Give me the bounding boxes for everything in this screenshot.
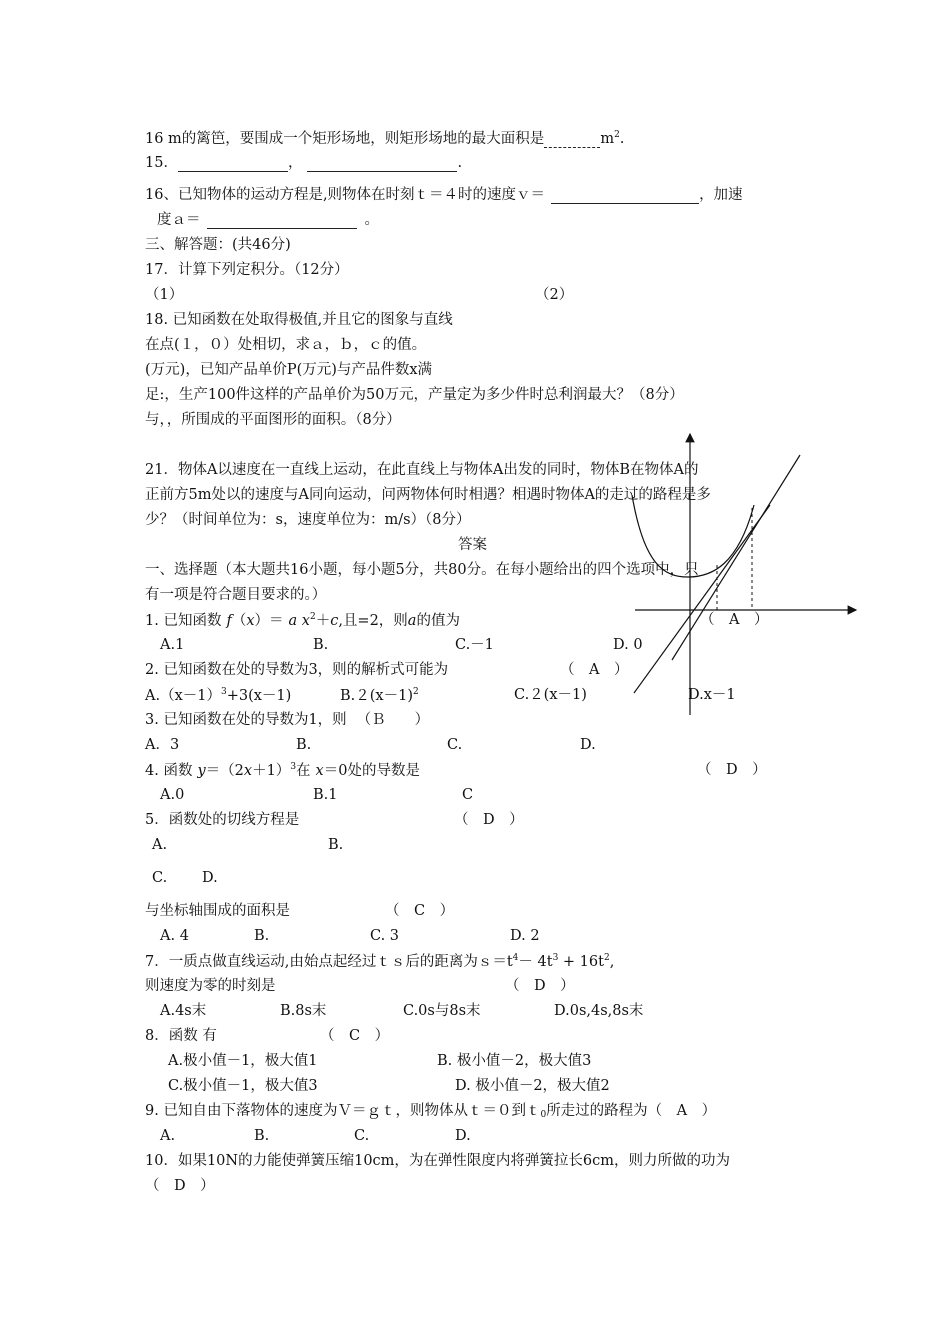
q2-option-b-exponent: 2 bbox=[412, 687, 419, 697]
q4-answer: （ D ） bbox=[697, 762, 767, 778]
q4-text: ＋1） bbox=[252, 763, 291, 779]
q7-option-c: C.0s与8s末 bbox=[403, 1003, 481, 1019]
q7-text: , bbox=[609, 954, 615, 970]
q1-var-x: x bbox=[246, 613, 255, 629]
question-19: (万元)，已知产品单价P(万元)与产品件数x满 bbox=[145, 362, 433, 378]
q9-option-a: A. bbox=[160, 1128, 176, 1144]
q3-option-d: D. bbox=[580, 737, 596, 753]
q1-var-a: a bbox=[407, 613, 417, 629]
q4-text: ＝（2 bbox=[205, 763, 244, 779]
q5-option-b: B. bbox=[328, 837, 344, 853]
q7-cont: 则速度为零的时刻是 bbox=[145, 978, 276, 994]
question-21: 21．物体A以速度在一直线上运动，在此直线上与物体A出发的同时，物体B在物体A的 bbox=[145, 462, 699, 478]
q2-answer: （ A ） bbox=[560, 662, 629, 678]
q1-var-ax: a x bbox=[288, 613, 310, 629]
tangent-line-steep bbox=[672, 455, 800, 660]
q9 bbox=[145, 1103, 716, 1121]
q1-var-c: c bbox=[330, 613, 339, 629]
q10: 10．如果10N的力能使弹簧压缩10cm，为在弹性限度内将弹簧拉长6cm，则力所做的功为 bbox=[145, 1153, 731, 1169]
q9-subscript: 0 bbox=[540, 1110, 547, 1120]
q7-text: 7．一质点做直线运动,由始点起经过ｔｓ后的距离为ｓ＝t bbox=[145, 954, 513, 970]
q4-option-a: A.0 bbox=[160, 787, 185, 803]
q1-option-a: A.1 bbox=[160, 637, 185, 653]
parabola-curve bbox=[632, 495, 754, 577]
q4-option-b: B.1 bbox=[313, 787, 338, 803]
q1-option-b: B. bbox=[313, 637, 329, 653]
q1-text: ,且=2，则 bbox=[338, 613, 408, 629]
q2-option-b bbox=[340, 687, 419, 705]
q8-option-b: B. 极小值－2，极大值3 bbox=[437, 1053, 592, 1069]
q1-text: 的值为 bbox=[416, 613, 460, 629]
line-text: ，加速 bbox=[699, 187, 743, 203]
q3-text: 3. 已知函数在处的导数为1，则 bbox=[145, 712, 347, 728]
line-16-fence bbox=[145, 130, 624, 148]
line-end: . bbox=[457, 155, 463, 171]
line-16-motion bbox=[145, 187, 743, 204]
question-number: 15． bbox=[145, 155, 178, 171]
question-21-cont2: 少？（时间单位为：s，速度单位为：m/s）（8分） bbox=[145, 512, 471, 528]
answer-blank bbox=[178, 157, 288, 172]
q1-exponent: 2 bbox=[309, 612, 316, 622]
q7-exponent: 3 bbox=[552, 953, 559, 963]
q1-text: 1. 已知函数 bbox=[145, 613, 222, 629]
q4-var-x: x bbox=[243, 763, 253, 779]
q2: 2. 已知函数在处的导数为3，则的解析式可能为 bbox=[145, 662, 449, 678]
q8-option-d: D. 极小值－2，极大值2 bbox=[455, 1078, 610, 1094]
q1-option-d: D. 0 bbox=[613, 637, 643, 653]
q5-option-c: C. bbox=[152, 870, 168, 886]
question-18: 18. 已知函数在处取得极值,并且它的图象与直线 bbox=[145, 312, 453, 328]
q5-option-d: D. bbox=[202, 870, 218, 886]
question-17: 17．计算下列定积分。（12分） bbox=[145, 262, 349, 278]
q6-option-b: B. bbox=[254, 928, 270, 944]
q9-option-d: D. bbox=[455, 1128, 471, 1144]
line-end: 。 bbox=[364, 212, 379, 228]
q2-option-d: D.x－1 bbox=[688, 687, 736, 703]
separator: ， bbox=[287, 155, 303, 171]
q7-option-d: D.0s,4s,8s末 bbox=[554, 1003, 644, 1019]
unit: m bbox=[600, 131, 615, 147]
unit-exponent: 2 bbox=[614, 130, 620, 140]
answer-blank bbox=[207, 214, 357, 229]
q6-option-d: D. 2 bbox=[510, 928, 540, 944]
q8: 8．函数 有 bbox=[145, 1028, 217, 1044]
q8-option-c: C.极小值－1，极大值3 bbox=[168, 1078, 318, 1094]
q4-text: 4. 函数 bbox=[145, 763, 193, 779]
section-choice: 一、选择题（本大题共16小题，每小题5分，共80分。在每小题给出的四个选项中，只 bbox=[145, 562, 699, 578]
q2-option-a-text: +3(x－1) bbox=[226, 688, 292, 704]
line-text: 16 m的篱笆，要围成一个矩形场地，则矩形场地的最大面积是 bbox=[145, 131, 545, 147]
line-text: 16、已知物体的运动方程是,则物体在时刻ｔ＝４时的速度ｖ＝ bbox=[145, 187, 546, 203]
q3-option-c: C. bbox=[447, 737, 463, 753]
q4-var-x: x bbox=[315, 763, 324, 779]
q2-option-a bbox=[145, 687, 291, 705]
q1-text: ＋ bbox=[315, 613, 331, 629]
q1-option-c: C.－1 bbox=[455, 637, 494, 653]
q8-option-a: A.极小值－1，极大值1 bbox=[168, 1053, 318, 1069]
question-21-cont: 正前方5m处以的速度与A同向运动，问两物体何时相遇？相遇时物体A的走过的路程是多 bbox=[145, 487, 711, 503]
part-2: （2） bbox=[535, 287, 574, 303]
q4-text: ＝0处的导数是 bbox=[323, 763, 420, 779]
question-19-cont: 足:，生产100件这样的产品单价为50万元，产量定为多少件时总利润最大？（8分） bbox=[145, 387, 684, 403]
q7-text: － 4t bbox=[518, 954, 553, 970]
q8-answer: （ C ） bbox=[320, 1028, 390, 1044]
q10-answer: （ D ） bbox=[145, 1178, 215, 1194]
function-graph-figure bbox=[620, 425, 860, 725]
line-end: . bbox=[619, 131, 625, 147]
q5-option-a: A. bbox=[152, 837, 168, 853]
q3 bbox=[145, 712, 429, 729]
question-18-cont: 在点(１，０）处相切，求ａ，ｂ，ｃ的值。 bbox=[145, 337, 427, 353]
q7 bbox=[145, 953, 614, 971]
q9-text: 所走过的路程为（ A ） bbox=[546, 1103, 717, 1119]
q3-option-b: B. bbox=[296, 737, 312, 753]
q7-exponent: 4 bbox=[512, 953, 519, 963]
q1 bbox=[145, 612, 460, 630]
q5: 5．函数处的切线方程是 bbox=[145, 812, 300, 828]
q1-answer: （ A ） bbox=[700, 612, 769, 628]
q3-answer: （Ｂ ） bbox=[356, 712, 430, 728]
q4 bbox=[145, 762, 420, 780]
answer-blank bbox=[544, 133, 600, 148]
q6-option-a: A. 4 bbox=[160, 928, 189, 944]
q7-answer: （ D ） bbox=[505, 978, 575, 994]
q7-option-b: B.8s末 bbox=[280, 1003, 327, 1019]
q9-option-c: C. bbox=[354, 1128, 370, 1144]
q6-option-c: C. 3 bbox=[370, 928, 400, 944]
section-heading: 三、解答题：(共46分) bbox=[145, 237, 291, 253]
q2-option-c: C.２(x－1) bbox=[514, 687, 587, 703]
q6: 与坐标轴围成的面积是 bbox=[145, 903, 290, 919]
tangent-line-shallow bbox=[634, 505, 770, 693]
answers-title: 答案 bbox=[458, 537, 487, 553]
question-20: 与，，所围成的平面图形的面积。（8分） bbox=[145, 412, 401, 428]
q1-text: ）＝ bbox=[254, 613, 284, 629]
line-16-accel bbox=[157, 212, 379, 229]
q9-text: 9. 已知自由下落物体的速度为Ｖ＝ｇｔ，则物体从ｔ＝０到ｔ bbox=[145, 1103, 541, 1119]
q4-var-y: y bbox=[197, 763, 206, 779]
part-1: （1） bbox=[145, 287, 184, 303]
q2-option-b-text: B.２(x－1) bbox=[340, 688, 413, 704]
q4-option-c: C bbox=[462, 787, 474, 803]
q4-text: 在 bbox=[296, 763, 311, 779]
q1-var-f: f bbox=[226, 613, 232, 629]
q4-exponent: 3 bbox=[290, 762, 297, 772]
q2-option-a-text: A.（x－1） bbox=[145, 688, 221, 704]
q7-text: + 16t bbox=[558, 954, 604, 970]
q7-option-a: A.4s末 bbox=[160, 1003, 207, 1019]
q2-option-a-exponent: 3 bbox=[220, 687, 227, 697]
q3-option-a: A．3 bbox=[145, 737, 180, 753]
q9-option-b: B. bbox=[254, 1128, 270, 1144]
line-text: 度ａ＝ bbox=[157, 212, 201, 228]
answer-blank bbox=[551, 189, 699, 204]
line-15 bbox=[145, 155, 462, 172]
q1-text: （ bbox=[231, 613, 247, 629]
q5-answer: （ D ） bbox=[454, 812, 524, 828]
answer-blank bbox=[307, 157, 457, 172]
section-choice-cont: 有一项是符合题目要求的。） bbox=[145, 587, 327, 603]
q7-exponent: 2 bbox=[603, 953, 610, 963]
q6-answer: （ C ） bbox=[385, 903, 455, 919]
